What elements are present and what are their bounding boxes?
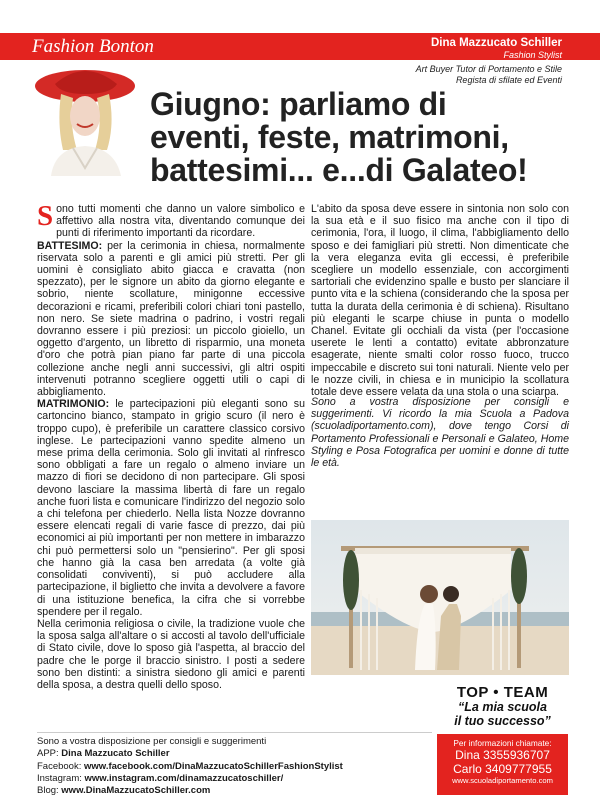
wedding-label: MATRIMONIO: <box>37 398 110 411</box>
headline-line-2: eventi, feste, matrimoni, <box>150 119 509 155</box>
baptism-label: BATTESIMO: <box>37 239 103 252</box>
footer-blog <box>37 785 437 797</box>
footer-divider <box>37 732 432 733</box>
footer-blog-link[interactable]: www.DinaMazzucatoSchiller.com <box>61 785 211 797</box>
ceremony-paragraph: Nella cerimonia religiosa o civile, la tradizione vuole che la sposa salga all'altare o si accosti al tavolo dell'ufficiale di Stato civile, dove lo sposo già l'aspetta, al braccio del padre che le porge il braccio sinistro. I posti a sedere sono ben distinti: a sinistra siedono gli amici e parenti della sposa, a destra quelli dello sposo. <box>37 617 305 691</box>
article-column-right <box>311 203 569 398</box>
footer-contacts <box>37 736 437 797</box>
team-slogan-2: il tuo successo” <box>454 713 551 728</box>
article-column-left <box>37 200 305 691</box>
headline-line-3: battesimi... e...di Galateo! <box>150 152 528 188</box>
footer-app <box>37 748 437 760</box>
team-title: TOP • TEAM <box>456 684 549 701</box>
team-info-label: Per informazioni chiamate: <box>453 738 552 748</box>
author-portrait <box>33 64 137 176</box>
wedding-photo <box>311 520 569 675</box>
intro-paragraph <box>37 200 305 240</box>
article-headline <box>150 88 590 187</box>
footer-intro: Sono a vostra disposizione per consigli e suggerimenti <box>37 736 267 747</box>
footer-instagram <box>37 773 437 785</box>
footer-app-value: Dina Mazzucato Schiller <box>61 748 170 760</box>
footer-facebook <box>37 761 437 773</box>
team-phone-dina[interactable]: Dina 3355936707 <box>455 748 550 762</box>
team-box-top <box>437 681 568 734</box>
footer-app-label: APP: <box>37 748 62 760</box>
footer-instagram-label: Instagram: <box>37 772 85 784</box>
author-tagline-1: Art Buyer Tutor di Portamento e Stile <box>415 64 562 74</box>
footer-instagram-link[interactable]: www.instagram.com/dinamazzucatoschiller/ <box>84 772 284 784</box>
section-title: Fashion Bonton <box>32 36 154 57</box>
footer-facebook-link[interactable]: www.facebook.com/DinaMazzucatoSchillerFashionStylist <box>84 760 343 772</box>
team-box <box>437 681 568 795</box>
team-box-contacts <box>437 734 568 795</box>
team-phone-carlo[interactable]: Carlo 3409777955 <box>453 762 552 776</box>
wedding-paragraph <box>37 398 305 618</box>
drop-cap: S <box>37 200 54 232</box>
footer-blog-label: Blog: <box>37 785 62 797</box>
closing-note: Sono a vostra disposizione per consigli e suggerimenti. Vi ricordo la mia Scuola a Padova (scuoladiportamento.com), dove tengo Corsi di Portamento Professionali e Personali e Galateo, Home Styling e Posa Fotografica per uomini e donne di tutte le età. <box>311 396 569 470</box>
dress-paragraph: L'abito da sposa deve essere in sintonia non solo con la sua età e il suo fisico ma anche con il tipo di cerimonia, l'ora, il luogo, il clima, l'abbigliamento dello sposo e dei famigliari più stretti. Non dimenticate che la vera eleganza evita gli eccessi, è preferibile scegliere un modello essenziale, con accorgimenti sartoriali che evidenzino spalle e busto per slanciare il punto vita e la schiena (considerando che la sposa per tutta la durata della cerimonia è di schiena). Risultano più eleganti le scarpe chiuse in punta o modello Chanel. Evitate gli occhiali da vista (per l'occasione userete le lenti a contatto) evitate abbronzature esagerate, niente smalti color rosso fuoco, trucco impeccabile e discreto sui toni naturali. Niente velo per le nozze civili, in chiesa e in municipio la scollatura totale deve essere velata da una stola o una sciarpa. <box>311 203 569 399</box>
intro-text: ono tutti momenti che danno un valore simbolico e affettivo alla nostra vita, diventando comunque dei punti di riferimento importanti da ricordare. <box>56 203 305 240</box>
author-tagline-2: Regista di sfilate ed Eventi <box>455 75 562 85</box>
team-website-link[interactable]: www.scuoladiportamento.com <box>452 776 553 785</box>
author-name: Dina Mazzucato Schiller <box>430 37 562 49</box>
footer-facebook-label: Facebook: <box>37 760 84 772</box>
wedding-text: le partecipazioni più eleganti sono su cartoncino bianco, stampato in grigio scuro (il nero è troppo cupo), è preferibile un carattere classico corsivo inglese. Le partecipazioni vanno spedite almeno un mese prima della cerimonia. Solo gli invitati al rinfresco sono obbligati a fare un regalo o almeno inviare un mazzo di fiori se decidono di non partecipare. Gli sposi devono lasciare la massima libertà di fare un regalo anche fuori lista e comunicare l'indirizzo del negozio solo a chi telefona per chiederlo. Nella lista Nozze dovranno essere elencati regali di varie fasce di prezzo, dai più economici ai più importanti per non mettere in imbarazzo chi può permettersi solo un "pensierino". Per gli sposi che hanno già la casa ben arredata (a volte già consolidati conviventi), si può accludere alla partecipazione, il biglietto che invita a devolvere a favore di una istituzione benefica, la cifra che si vorrebbe spendere per il regalo. <box>37 398 305 618</box>
baptism-text: per la cerimonia in chiesa, normalmente riservata solo a parenti e gli amici più stretti. Per gli uomini è consigliato abito giacca e cravatta (non spezzato), per le signore un abito da giorno elegante e sobrio, niente scollature, minigonne eccessive decorazioni e ricami, preferibili colori chiari toni pastello, non nero. Se siete madrina o padrino, i vostri regali dovranno essere i più preziosi: un piccolo gioiello, un oggetto d'argento, un libretto di risparmio, una moneta d'oro che potrà pian piano far parte di una piccola collezione anche negli anni successivi, gli altri ospiti intervenuti potranno scegliere oggetti utili o capi di abbigliamento. <box>37 239 305 399</box>
author-role: Fashion Stylist <box>503 50 562 60</box>
team-slogan-1: “La mia scuola <box>458 700 547 714</box>
headline-line-1: Giugno: parliamo di <box>150 86 447 122</box>
baptism-paragraph <box>37 240 305 399</box>
